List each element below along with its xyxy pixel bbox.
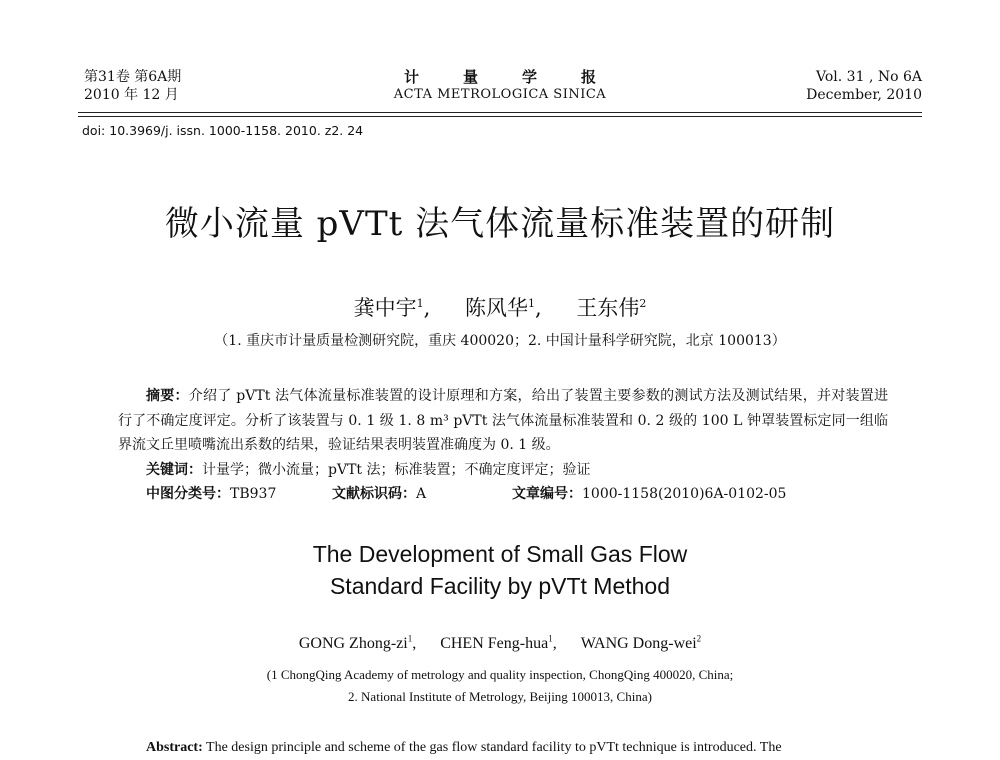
document-code: 文献标识码：A <box>332 486 427 502</box>
author-list-en <box>0 634 1000 653</box>
author-en: GONG Zhong-$zi^1$, <box>298 634 417 653</box>
journal-name-cn: 计量学报 <box>403 68 640 86</box>
keywords-cn <box>146 458 591 482</box>
author-en: WANG Dong-wei$^2$ <box>580 634 702 653</box>
paper-title-en-line1: The Development of Small Gas Flow <box>312 541 688 567</box>
header-rule <box>78 112 922 113</box>
paper-title-cn: 微小流量 pVTt 法气体流量标准装置的研制 <box>164 204 836 244</box>
paper-title-en-line2: Standard Facility by pVTt Method <box>329 573 671 599</box>
affiliation-en-line1: (1 ChongQing Academy of metrology and quality inspection, ChongQing 400020, China; <box>266 667 734 682</box>
abstract-en-label: Abstract: <box>146 740 203 755</box>
author-cn: 龚中宇$^1$, <box>353 296 431 320</box>
journal-volume-info <box>806 68 922 104</box>
volume-number: Vol. 31 , No 6A <box>816 69 922 85</box>
abstract-cn <box>118 384 888 458</box>
month-year: December, 2010 <box>806 87 922 103</box>
classification-line <box>146 482 786 506</box>
header-rule-thin <box>78 116 922 117</box>
journal-name <box>340 68 660 104</box>
article-number: 文章编号：1000-1158(2010)6A-0102-05 <box>512 486 787 502</box>
abstract-en <box>146 740 906 756</box>
author-cn: 王东伟$^2$ <box>576 296 647 320</box>
author-list-cn <box>0 292 1000 322</box>
issue-date: 2010 年 12 月 <box>84 87 179 103</box>
doi-link[interactable]: doi: 10.3969/j. issn. 1000-1158. 2010. z2. 24 <box>82 123 364 138</box>
journal-issue-info <box>84 68 181 104</box>
abstract-cn-text: 介绍了 pVTt 法气体流量标准装置的设计原理和方案，给出了装置主要参数的测试方法及测试结果，并对装置进行了不确定度评定。分析了该装置与 0. 1 级 1. 8 m³ pVTt 法气体流量标准装置和 0. 2 级的 100 L 钟罩装置标定同一组临界流文丘里喷嘴流出系数的结果，验证结果表明装置准确度为 0. 1 级。 <box>118 388 889 453</box>
abstract-en-text: The design principle and scheme of the gas flow standard facility to pVTt technique is introduced. The <box>206 740 782 755</box>
affiliation-en <box>0 664 1000 708</box>
affiliation-en-line2: 2. National Institute of Metrology, Beijing 100013, China) <box>348 689 652 704</box>
paper-title-en <box>0 538 1000 602</box>
keywords-cn-text: 计量学；微小流量；pVTt 法；标准装置；不确定度评定；验证 <box>202 462 591 478</box>
journal-name-en: ACTA METROLOGICA SINICA <box>393 87 607 102</box>
author-en: CHEN Feng-hua$^1$, <box>440 634 557 653</box>
volume-issue: 第31卷 第6A期 <box>84 69 182 85</box>
abstract-cn-label: 摘要： <box>146 388 189 404</box>
keywords-cn-label: 关键词： <box>146 462 202 478</box>
clc-number: 中图分类号：TB937 <box>146 486 277 502</box>
affiliation-cn: （1. 重庆市计量质量检测研究院，重庆 400020；2. 中国计量科学研究院，北京 100013） <box>214 333 786 349</box>
author-cn: 陈风华$^1$, <box>465 296 542 320</box>
